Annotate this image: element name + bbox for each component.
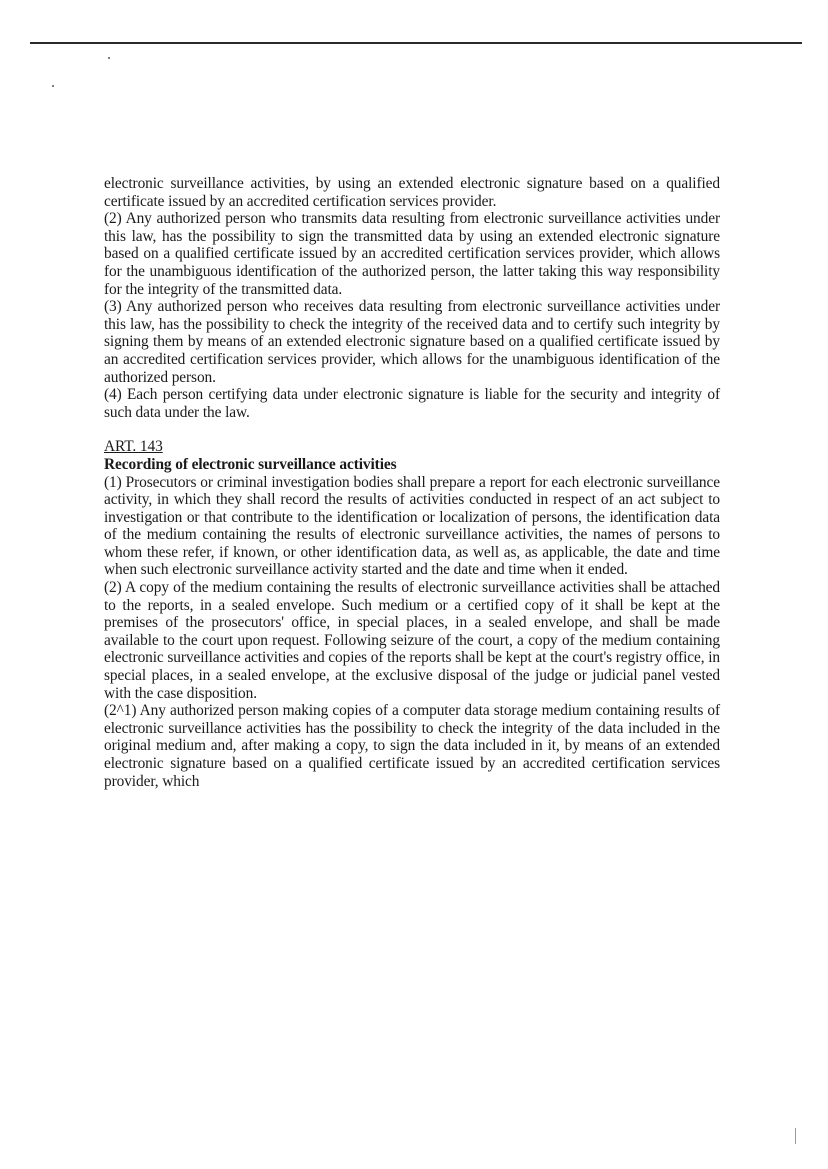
section-gap: [104, 421, 720, 438]
article-paragraph-2-1: (2^1) Any authorized person making copies of a computer data storage medium containing results of electronic surveillance activities has the possibility to check the integrity of the data included in the original medium and, after making a copy, to sign the data included in it, by means of an extended electronic signature based on a qualified certificate issued by an accredited certification services provider, which: [104, 702, 720, 790]
paragraph-4: (4) Each person certifying data under electronic signature is liable for the security and integrity of such data under the law.: [104, 386, 720, 421]
paragraph-3: (3) Any authorized person who receives data resulting from electronic surveillance activities under this law, has the possibility to check the integrity of the received data and to certify such integrity by signing them by means of an extended electronic signature based on a qualified certificate issued by an accredited certification services provider, which allows for the unambiguous identification of the authorized person.: [104, 298, 720, 386]
article-title: Recording of electronic surveillance activities: [104, 455, 397, 473]
header-rule: [30, 42, 802, 44]
paragraph-continued: electronic surveillance activities, by using an extended electronic signature based on a qualified certificate issued by an accredited certification services provider.: [104, 175, 720, 210]
scan-speck: [52, 85, 54, 87]
margin-mark: [795, 1128, 796, 1144]
paragraph-2: (2) Any authorized person who transmits data resulting from electronic surveillance activities under this law, has the possibility to sign the transmitted data by using an extended electronic signature based on a qualified certificate issued by an accredited certification services provider, which allows for the unambiguous identification of the authorized person, the latter taking this way responsibility for the integrity of the transmitted data.: [104, 210, 720, 298]
document-body: [104, 175, 720, 790]
scan-speck: [108, 57, 110, 59]
article-paragraph-2: (2) A copy of the medium containing the results of electronic surveillance activities shall be attached to the reports, in a sealed envelope. Such medium or a certified copy of it shall be kept at the premises of the prosecutors' office, in special places, in a sealed envelope, and shall be made available to the court upon request. Following seizure of the court, a copy of the medium containing electronic surveillance activities and copies of the reports shall be kept at the court's registry office, in special places, in a sealed envelope, at the exclusive disposal of the judge or judicial panel vested with the case disposition.: [104, 579, 720, 702]
article-paragraph-1: (1) Prosecutors or criminal investigation bodies shall prepare a report for each electronic surveillance activity, in which they shall record the results of activities conducted in respect of an act subject to investigation or that contribute to the identification or localization of persons, the identification data of the medium containing the results of electronic surveillance activities, the names of persons to whom these refer, if known, or other identification data, as well as, as applicable, the date and time when such electronic surveillance activity started and the date and time when it ended.: [104, 473, 720, 579]
article-number: ART. 143: [104, 438, 163, 456]
